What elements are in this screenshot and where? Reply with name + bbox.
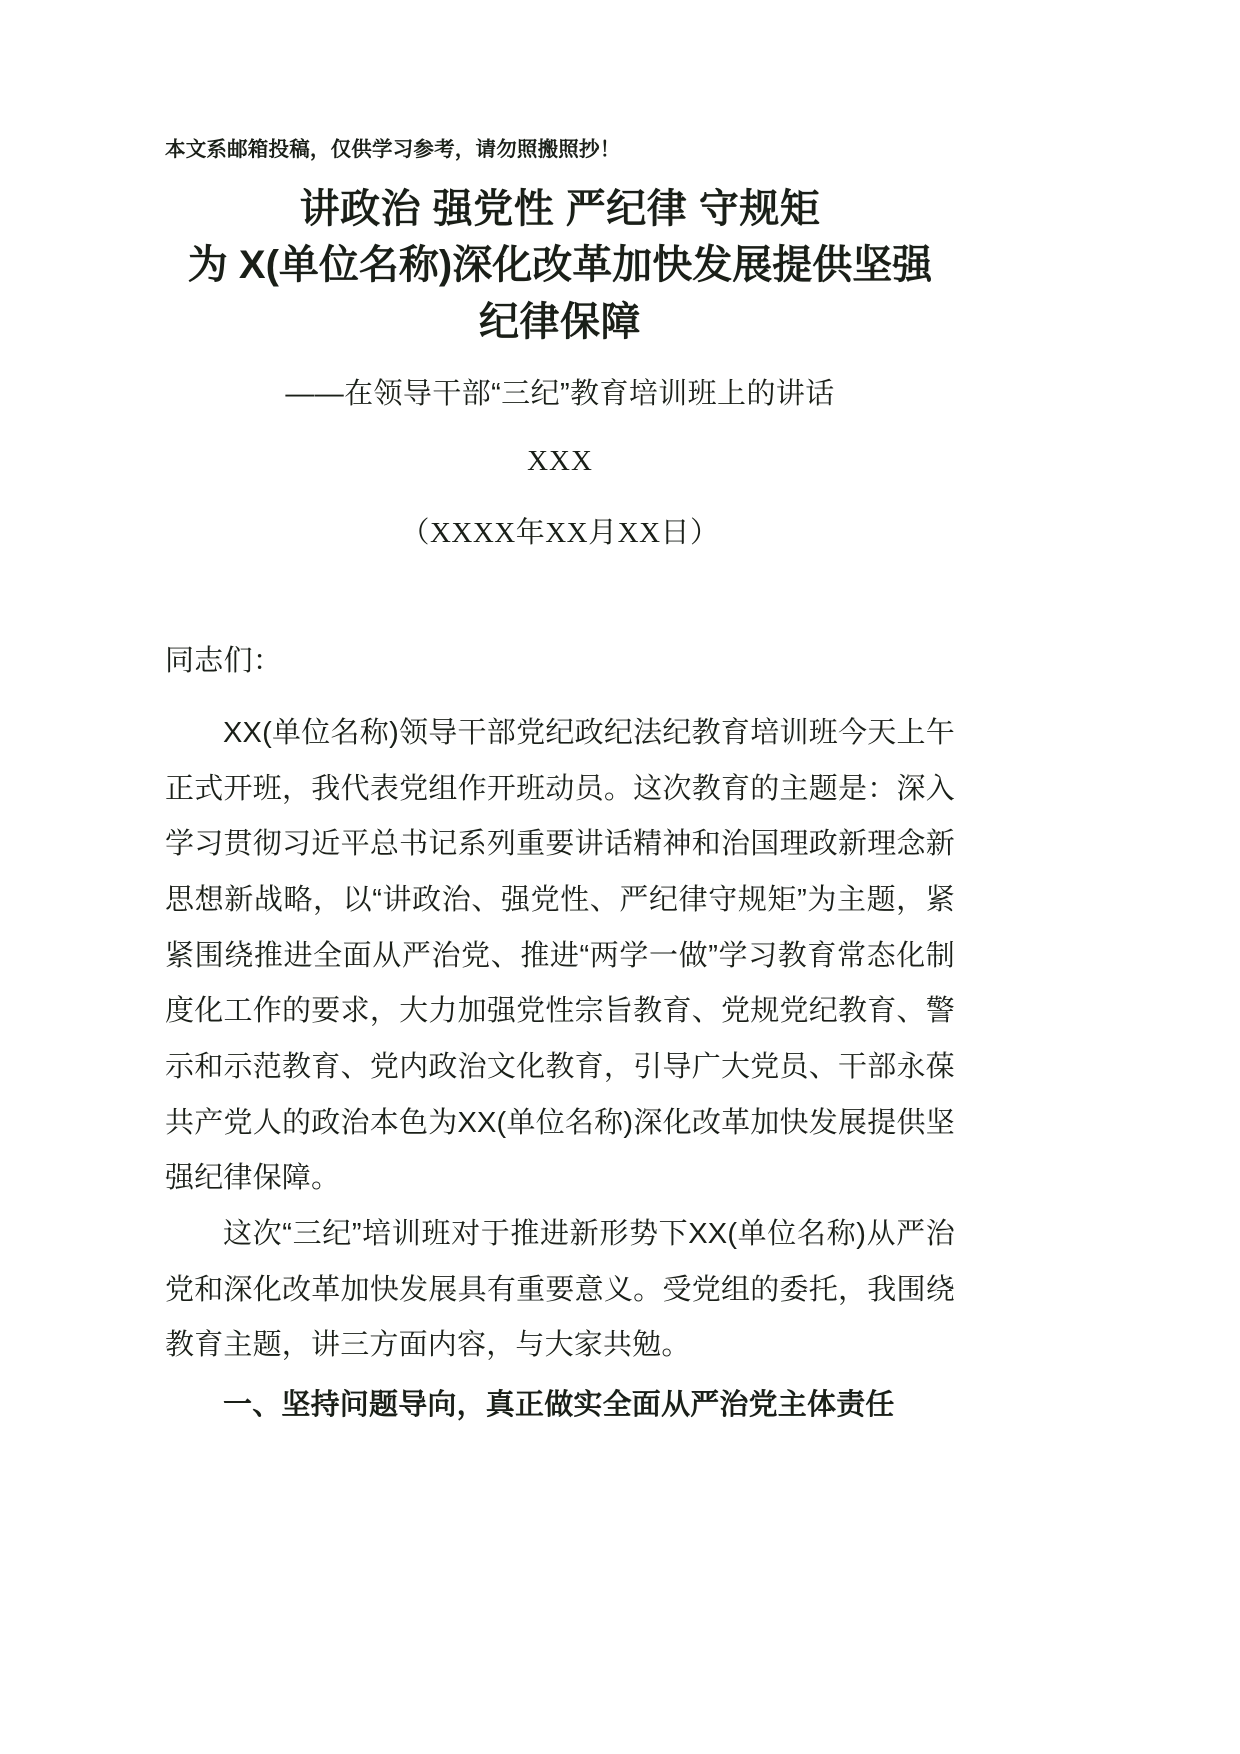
body-paragraph: XX(单位名称)领导干部党纪政纪法纪教育培训班今天上午正式开班，我代表党组作开班动员。这次教育的主题是：深入学习贯彻习近平总书记系列重要讲话精神和治国理政新理念新思想新战略，以“讲政治、强党性、严纪律守规矩”为主题，紧紧围绕推进全面从严治党、推进“两学一做”学习教育常态化制度化工作的要求，大力加强党性宗旨教育、党规党纪教育、警示和示范教育、党内政治文化教育，引导广大党员、干部永葆共产党人的政治本色为XX(单位名称)深化改革加快发展提供坚强纪律保障。 [165,716,955,1195]
submission-notice: 本文系邮箱投稿，仅供学习参考，请勿照搬照抄！ [165,138,621,161]
document-byline: XXX [527,445,593,478]
document-dateline: （XXXX年XX月XX日） [400,517,720,550]
document-content [165,0,955,1433]
title-line-2: 为 X(单位名称)深化改革加快发展提供坚强 [187,243,933,288]
document-subtitle: ——在领导干部“三纪”教育培训班上的讲话 [285,377,835,410]
title-line-1: 讲政治 强党性 严纪律 守规矩 [299,186,821,231]
title-line-3: 纪律保障 [479,300,641,345]
salutation: 同志们： [165,645,283,678]
document-title [165,181,955,351]
body-paragraph: 这次“三纪”培训班对于推进新形势下XX(单位名称)从严治党和深化改革加快发展具有重要意义。受党组的委托，我围绕教育主题，讲三方面内容，与大家共勉。 [165,1218,955,1362]
section-heading-1: 一、坚持问题导向，真正做实全面从严治党主体责任 [223,1389,895,1422]
document-body [165,639,955,1433]
